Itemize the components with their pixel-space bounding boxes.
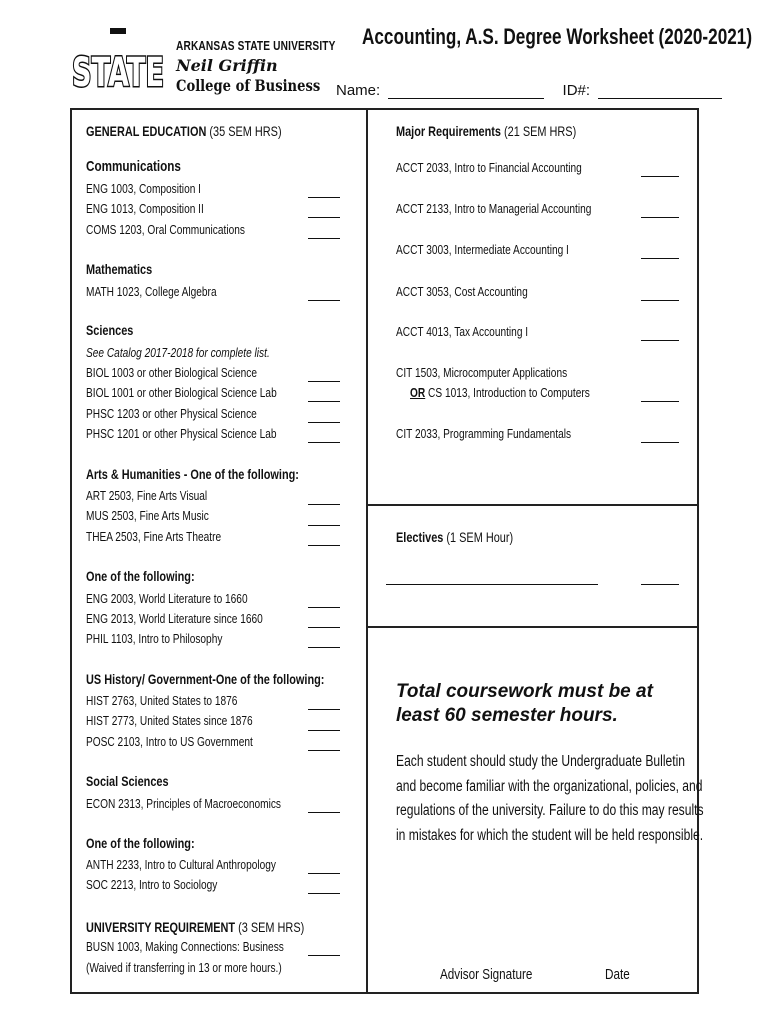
grade-blank[interactable] [308, 197, 340, 198]
communications-heading: Communications [86, 158, 181, 175]
box-divider-1 [368, 504, 699, 506]
grade-blank[interactable] [308, 709, 340, 710]
grade-blank[interactable] [641, 217, 679, 218]
list-item: CIT 1503, Microcomputer Applications [396, 365, 568, 380]
page-title: Accounting, A.S. Degree Worksheet (2020-2021) [362, 24, 753, 49]
social-sciences-heading: Social Sciences [86, 773, 169, 789]
date-label: Date [605, 966, 630, 983]
list-item: ENG 1003, Composition I [86, 181, 201, 196]
name-label: Name: [336, 82, 381, 99]
list-item: HIST 2773, United States since 1876 [86, 713, 253, 728]
bulletin-paragraph: Each student should study the Undergraduate Bulletin and become familiar with the organizational, policies, and regulations of the university. Failure to do this may results in mistakes for which the student will be held responsible. [396, 753, 704, 844]
grade-blank[interactable] [308, 627, 340, 628]
id-field[interactable] [598, 98, 722, 99]
list-item: BUSN 1003, Making Connections: Business [86, 939, 284, 954]
list-item: OR CS 1013, Introduction to Computers [410, 385, 590, 400]
college-name-line2: College of Business [176, 76, 321, 95]
grade-blank[interactable] [308, 812, 340, 813]
grade-blank[interactable] [308, 545, 340, 546]
list-item: ART 2503, Fine Arts Visual [86, 488, 208, 503]
list-item: ENG 2013, World Literature since 1660 [86, 611, 263, 626]
list-item: ACCT 3003, Intermediate Accounting I [396, 242, 569, 257]
electives-heading: Electives (1 SEM Hour) [396, 529, 514, 545]
one-of-heading: One of the following: [86, 568, 195, 584]
list-item: ECON 2313, Principles of Macroeconomics [86, 796, 281, 811]
list-item: MATH 1023, College Algebra [86, 284, 217, 299]
logo-word: STATE [72, 50, 164, 96]
id-label: ID#: [562, 82, 591, 99]
list-item: ENG 1013, Composition II [86, 201, 204, 216]
list-item: CIT 2033, Programming Fundamentals [396, 426, 572, 441]
state-logo [70, 26, 166, 98]
grade-blank[interactable] [641, 340, 679, 341]
list-item: SOC 2213, Intro to Sociology [86, 877, 218, 892]
one-of-heading-2: One of the following: [86, 835, 195, 851]
list-item: ACCT 3053, Cost Accounting [396, 284, 528, 299]
major-heading: Major Requirements (21 SEM HRS) [396, 123, 577, 139]
grade-blank[interactable] [641, 442, 679, 443]
list-item: COMS 1203, Oral Communications [86, 222, 245, 237]
list-item: BIOL 1003 or other Biological Science [86, 365, 257, 380]
grade-blank[interactable] [308, 955, 340, 956]
grade-blank[interactable] [641, 176, 679, 177]
university-name: ARKANSAS STATE UNIVERSITY [176, 38, 336, 53]
elective-course-field[interactable] [386, 584, 598, 585]
mathematics-heading: Mathematics [86, 261, 153, 277]
list-item: PHIL 1103, Intro to Philosophy [86, 631, 223, 646]
arts-heading: Arts & Humanities - One of the following: [86, 466, 299, 482]
total-coursework-note: Total coursework must be at least 60 semester hours. [396, 681, 653, 726]
grade-blank[interactable] [308, 422, 340, 423]
grade-blank[interactable] [308, 217, 340, 218]
list-item: BIOL 1001 or other Biological Science Lab [86, 385, 277, 400]
grade-blank[interactable] [641, 300, 679, 301]
grade-blank[interactable] [308, 893, 340, 894]
grade-blank[interactable] [308, 730, 340, 731]
us-history-heading: US History/ Government-One of the following: [86, 671, 325, 687]
grade-blank[interactable] [641, 401, 679, 402]
grade-blank[interactable] [308, 442, 340, 443]
box-divider-2 [368, 626, 699, 628]
grade-blank[interactable] [308, 401, 340, 402]
list-item: MUS 2503, Fine Arts Music [86, 508, 209, 523]
grade-blank[interactable] [308, 381, 340, 382]
name-field[interactable] [388, 98, 544, 99]
list-item: ACCT 4013, Tax Accounting I [396, 324, 529, 339]
list-item: ANTH 2233, Intro to Cultural Anthropology [86, 857, 276, 872]
list-item: ACCT 2133, Intro to Managerial Accounting [396, 201, 592, 216]
grade-blank[interactable] [641, 584, 679, 585]
gen-ed-heading: GENERAL EDUCATION (35 SEM HRS) [86, 123, 282, 139]
college-name-line1: Neil Griffin [176, 56, 278, 75]
grade-blank[interactable] [308, 525, 340, 526]
or-label: OR [410, 385, 426, 400]
grade-blank[interactable] [308, 647, 340, 648]
list-item: POSC 2103, Intro to US Government [86, 734, 253, 749]
list-item: (Waived if transferring in 13 or more hours.) [86, 960, 282, 975]
grade-blank[interactable] [308, 238, 340, 239]
grade-blank[interactable] [308, 873, 340, 874]
university-requirement-heading: UNIVERSITY REQUIREMENT (3 SEM HRS) [86, 919, 305, 935]
grade-blank[interactable] [641, 258, 679, 259]
grade-blank[interactable] [308, 607, 340, 608]
list-item: PHSC 1203 or other Physical Science [86, 406, 257, 421]
list-item: THEA 2503, Fine Arts Theatre [86, 529, 222, 544]
grade-blank[interactable] [308, 504, 340, 505]
grade-blank[interactable] [308, 750, 340, 751]
advisor-signature-label: Advisor Signature [440, 966, 533, 983]
sciences-note: See Catalog 2017-2018 for complete list. [86, 345, 270, 360]
sciences-heading: Sciences [86, 322, 134, 338]
list-item: HIST 2763, United States to 1876 [86, 693, 238, 708]
list-item: PHSC 1201 or other Physical Science Lab [86, 426, 277, 441]
grade-blank[interactable] [308, 300, 340, 301]
list-item: ACCT 2033, Intro to Financial Accounting [396, 160, 582, 175]
list-item: ENG 2003, World Literature to 1660 [86, 591, 248, 606]
name-id-row [336, 82, 722, 99]
